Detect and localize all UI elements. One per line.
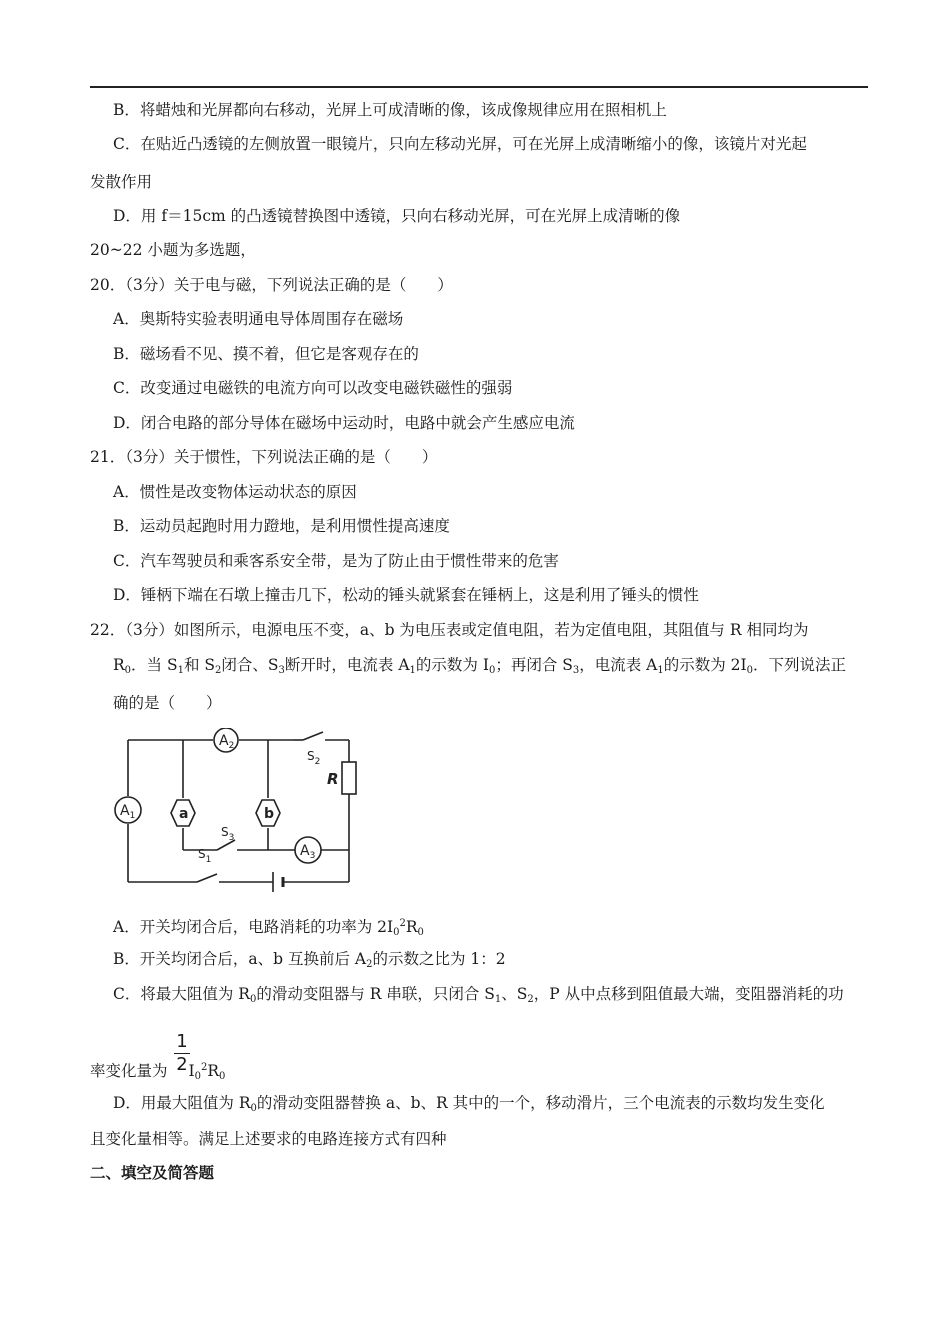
q19-option-c: C．在贴近凸透镜的左侧放置一眼镜片，只向左移动光屏，可在光屏上成清晰缩小的像，该镜片对光起: [113, 135, 807, 153]
q22-option-a: A．开关均闭合后，电路消耗的功率为 $2I_0^2R_0$: [113, 918, 424, 938]
q22-option-b: B．开关均闭合后，a、b 互换前后 $A_2$的示数之比为 1：2: [113, 950, 506, 970]
q21-option-d: D．锤柄下端在石墩上撞击几下，松动的锤头就紧套在锤柄上，这是利用了锤头的惯性: [113, 586, 699, 604]
q20-option-d: D．闭合电路的部分导体在磁场中运动时，电路中就会产生感应电流: [113, 414, 575, 432]
q20-stem: 20．（3分）关于电与磁，下列说法正确的是（ ）: [90, 276, 453, 294]
label-b: b: [264, 806, 275, 822]
q19-option-b: B．将蜡烛和光屏都向右移动，光屏上可成清晰的像，该成像规律应用在照相机上: [113, 101, 667, 119]
label-r: R: [327, 770, 339, 788]
label-a2: $A_2$: [219, 733, 235, 751]
resistor-r: [342, 762, 356, 794]
q22-option-d: D．用最大阻值为 $R_0$的滑动变阻器替换 a、b、R 其中的一个，移动滑片，三个电流表的示数均发生变化: [113, 1094, 825, 1114]
header-rule: [90, 86, 868, 88]
q20-option-a: A．奥斯特实验表明通电导体周围存在磁场: [113, 310, 404, 328]
label-s2: $S_2$: [307, 749, 321, 767]
q22-option-c-cont: 率变化量为 $I_0^2R_0$: [90, 1062, 226, 1082]
q19-option-c-cont: 发散作用: [90, 173, 153, 191]
label-a1: $A_1$: [120, 803, 136, 821]
label-a: a: [179, 806, 189, 822]
switch-s2-blade: [303, 732, 323, 740]
q20-option-b: B．磁场看不见、摸不着，但它是客观存在的: [113, 345, 419, 363]
label-s1: $S_1$: [198, 847, 212, 865]
multi-select-note: 20~22 小题为多选题，: [90, 241, 256, 259]
fraction-one-half: $\frac{1}{2}$: [174, 1031, 190, 1076]
circuit-diagram: [113, 728, 363, 893]
q22-option-d-cont: 且变化量相等。满足上述要求的电路连接方式有四种: [90, 1130, 447, 1148]
q21-option-b: B．运动员起跑时用力蹬地，是利用惯性提高速度: [113, 517, 450, 535]
switch-s1-blade: [197, 874, 217, 882]
q20-option-c: C．改变通过电磁铁的电流方向可以改变电磁铁磁性的强弱: [113, 379, 513, 397]
label-s3: $S_3$: [221, 825, 235, 843]
section-heading: 二、填空及简答题: [90, 1163, 215, 1182]
q22-option-c: C．将最大阻值为 $R_0$的滑动变阻器与 R 串联，只闭合 $S_1$、$S_2$，P 从中点移到阻值最大端，变阻器消耗的功: [113, 985, 844, 1005]
q22-stem-line2: $R_0$．当 $S_1$和 $S_2$闭合、$S_3$断开时，电流表 $A_1$的示数为 $I_0$；再闭合 $S_3$，电流表 $A_1$的示数为 $2I_0$．下列说法正: [113, 656, 847, 676]
q22-stem-line3: 确的是（ ）: [113, 694, 222, 712]
q21-option-c: C．汽车驾驶员和乘客系安全带，是为了防止由于惯性带来的危害: [113, 552, 559, 570]
label-a3: $A_3$: [300, 843, 316, 861]
q22-stem-line1: 22．（3分）如图所示，电源电压不变，a、b 为电压表或定值电阻，若为定值电阻，其阻值与 R 相同均为: [90, 621, 809, 639]
q21-option-a: A．惯性是改变物体运动状态的原因: [113, 483, 357, 501]
q19-option-d: D．用 f＝15cm 的凸透镜替换图中透镜，只向右移动光屏，可在光屏上成清晰的像: [113, 207, 681, 225]
q21-stem: 21．（3分）关于惯性，下列说法正确的是（ ）: [90, 448, 438, 466]
